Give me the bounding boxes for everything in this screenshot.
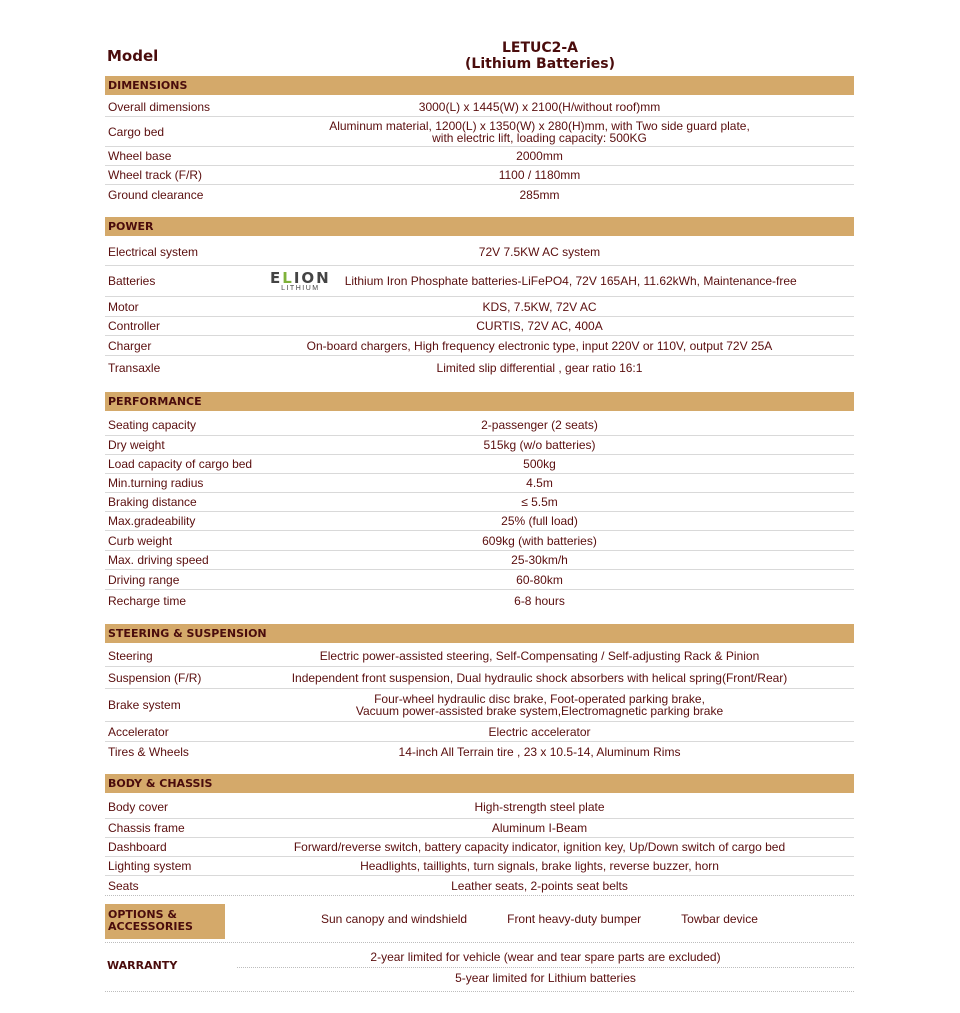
spec-row (105, 876, 854, 896)
spec-value: High-strength steel plate (474, 800, 605, 814)
spec-value: On-board chargers, High frequency electronic type, input 220V or 110V, output 72V 25A (306, 338, 773, 353)
spec-value: Leather seats, 2-points seat belts (451, 878, 628, 893)
spec-row (105, 356, 854, 380)
spec-label: Max.gradeability (108, 514, 196, 528)
section-title: POWER (105, 217, 854, 236)
spec-label: Dashboard (108, 840, 167, 854)
spec-sheet (105, 40, 854, 992)
spec-label: Batteries (108, 274, 156, 288)
spec-label: Tires & Wheels (108, 745, 189, 759)
spec-label: Lighting system (108, 859, 192, 873)
spec-value: 6-8 hours (514, 594, 565, 608)
option-item: Front heavy-duty bumper (507, 912, 642, 926)
spec-label: Seating capacity (108, 417, 197, 432)
spec-row (105, 819, 854, 838)
spec-label: Suspension (F/R) (108, 670, 202, 685)
spec-value: 4.5m (526, 476, 553, 490)
spec-label: Overall dimensions (108, 100, 211, 114)
spec-label: Accelerator (108, 724, 169, 739)
spec-value: Limited slip differential , gear ratio 16:1 (436, 361, 643, 375)
elion-logo (270, 268, 331, 292)
spec-value: Lithium Iron Phosphate batteries-LiFePO4, 72V 165AH, 11.62kWh, Maintenance-free (344, 274, 797, 288)
spec-row (105, 336, 854, 356)
spec-label: Recharge time (108, 594, 187, 608)
spec-value: Electric accelerator (488, 724, 591, 739)
spec-row (105, 98, 854, 117)
elion-logo-wordmark: ELION (270, 268, 331, 287)
spec-row (105, 570, 854, 590)
spec-value (105, 120, 854, 144)
section-dimensions (105, 76, 854, 205)
spec-value: Electric power-assisted steering, Self-Compensating / Self-adjusting Rack & Pinion (319, 649, 760, 663)
spec-value: KDS, 7.5KW, 72V AC (482, 299, 597, 314)
option-item: Sun canopy and windshield (321, 912, 468, 926)
spec-row (105, 239, 854, 266)
spec-label: Wheel base (108, 149, 172, 163)
spec-label: Min.turning radius (108, 476, 204, 490)
options-title (105, 904, 225, 939)
options-list (321, 896, 758, 942)
model-name-line2: (Lithium Batteries) (465, 56, 615, 72)
spec-value-line2: with electric lift, loading capacity: 500KG (432, 130, 647, 145)
spec-label: Curb weight (108, 533, 173, 548)
spec-row (105, 667, 854, 689)
spec-row (105, 266, 854, 297)
spec-value: 515kg (w/o batteries) (483, 438, 596, 452)
section-body (105, 774, 854, 896)
spec-label: Transaxle (108, 361, 161, 375)
spec-row (105, 455, 854, 474)
warranty-title: WARRANTY (107, 959, 178, 972)
model-name-line1: LETUC2-A (501, 40, 579, 56)
spec-label: Brake system (108, 698, 181, 712)
section-performance (105, 392, 854, 612)
model-label: Model (107, 47, 159, 65)
spec-value-line2: Vacuum power-assisted brake system,Electromagnetic parking brake (355, 704, 724, 718)
spec-value-line1: Aluminum material, 1200(L) x 1350(W) x 280(H)mm, with Two side guard plate, (329, 118, 750, 133)
section-title: PERFORMANCE (105, 392, 854, 411)
spec-label: Cargo bed (108, 124, 165, 139)
spec-row (105, 796, 854, 819)
spec-row (105, 166, 854, 185)
model-name (395, 40, 685, 72)
battery-value (105, 268, 854, 292)
spec-label: Charger (108, 338, 152, 353)
spec-label: Body cover (108, 800, 169, 814)
spec-row (105, 857, 854, 876)
spec-row (105, 436, 854, 455)
spec-row (105, 512, 854, 531)
spec-label: Ground clearance (108, 188, 204, 202)
option-item: Towbar device (681, 912, 758, 926)
warranty-row (105, 943, 854, 992)
spec-value: 609kg (with batteries) (482, 533, 597, 548)
spec-row (105, 493, 854, 512)
spec-value: ≤ 5.5m (521, 495, 558, 509)
spec-value: 1100 / 1180mm (498, 168, 581, 182)
spec-value: Independent front suspension, Dual hydraulic shock absorbers with helical spring(Front/Rear) (291, 670, 788, 685)
spec-value (105, 693, 854, 717)
spec-label: Motor (108, 299, 139, 314)
model-header (105, 40, 854, 76)
section-title: STEERING & SUSPENSION (105, 624, 854, 643)
spec-row (105, 474, 854, 493)
spec-value: 2000mm (516, 149, 563, 163)
spec-row (105, 117, 854, 147)
warranty-battery: 5-year limited for Lithium batteries (455, 971, 636, 985)
spec-value: 285mm (519, 188, 560, 202)
spec-row (105, 646, 854, 667)
section-power (105, 217, 854, 380)
spec-value: 25-30km/h (511, 553, 568, 567)
section-title: DIMENSIONS (105, 76, 854, 95)
spec-label: Wheel track (F/R) (108, 168, 203, 182)
warranty-vehicle: 2-year limited for vehicle (wear and tear spare parts are excluded) (237, 947, 854, 968)
options-title-line2: ACCESSORIES (108, 920, 193, 933)
spec-label: Controller (108, 319, 161, 333)
spec-label: Electrical system (108, 245, 199, 259)
spec-value: Forward/reverse switch, battery capacity indicator, ignition key, Up/Down switch of cargo bed (293, 840, 786, 854)
spec-value-line1: Four-wheel hydraulic disc brake, Foot-operated parking brake, (374, 692, 705, 706)
section-title: BODY & CHASSIS (105, 774, 854, 793)
spec-row (105, 742, 854, 762)
spec-row (105, 185, 854, 205)
spec-row (105, 689, 854, 722)
spec-value: Headlights, taillights, turn signals, brake lights, reverse buzzer, horn (360, 859, 719, 873)
spec-value: CURTIS, 72V AC, 400A (476, 319, 603, 333)
spec-label: Steering (108, 649, 153, 663)
spec-row (105, 317, 854, 336)
spec-label: Dry weight (108, 438, 165, 452)
spec-value: 14-inch All Terrain tire , 23 x 10.5-14, Aluminum Rims (398, 745, 681, 759)
spec-row (105, 590, 854, 612)
spec-value: Aluminum I-Beam (491, 821, 588, 835)
spec-label: Driving range (108, 572, 180, 587)
spec-value: 2-passenger (2 seats) (481, 417, 598, 432)
spec-row (105, 838, 854, 857)
spec-label: Max. driving speed (108, 553, 209, 567)
spec-label: Load capacity of cargo bed (108, 457, 253, 471)
spec-label: Chassis frame (108, 821, 185, 835)
options-row (105, 896, 854, 943)
elion-logo-sub: LITHIUM (281, 284, 320, 292)
spec-row (105, 531, 854, 551)
spec-row (105, 414, 854, 436)
spec-value: 3000(L) x 1445(W) x 2100(H/without roof)mm (418, 100, 661, 114)
spec-row (105, 147, 854, 166)
spec-value: 60-80km (516, 572, 563, 587)
options-title-line1: OPTIONS & (108, 908, 177, 921)
section-steering (105, 624, 854, 762)
spec-label: Seats (108, 878, 139, 893)
spec-row (105, 297, 854, 317)
spec-row (105, 551, 854, 570)
spec-value: 25% (full load) (501, 514, 578, 528)
spec-label: Braking distance (108, 495, 197, 509)
spec-value: 500kg (523, 457, 556, 471)
spec-row (105, 722, 854, 742)
spec-value: 72V 7.5KW AC system (478, 245, 601, 259)
